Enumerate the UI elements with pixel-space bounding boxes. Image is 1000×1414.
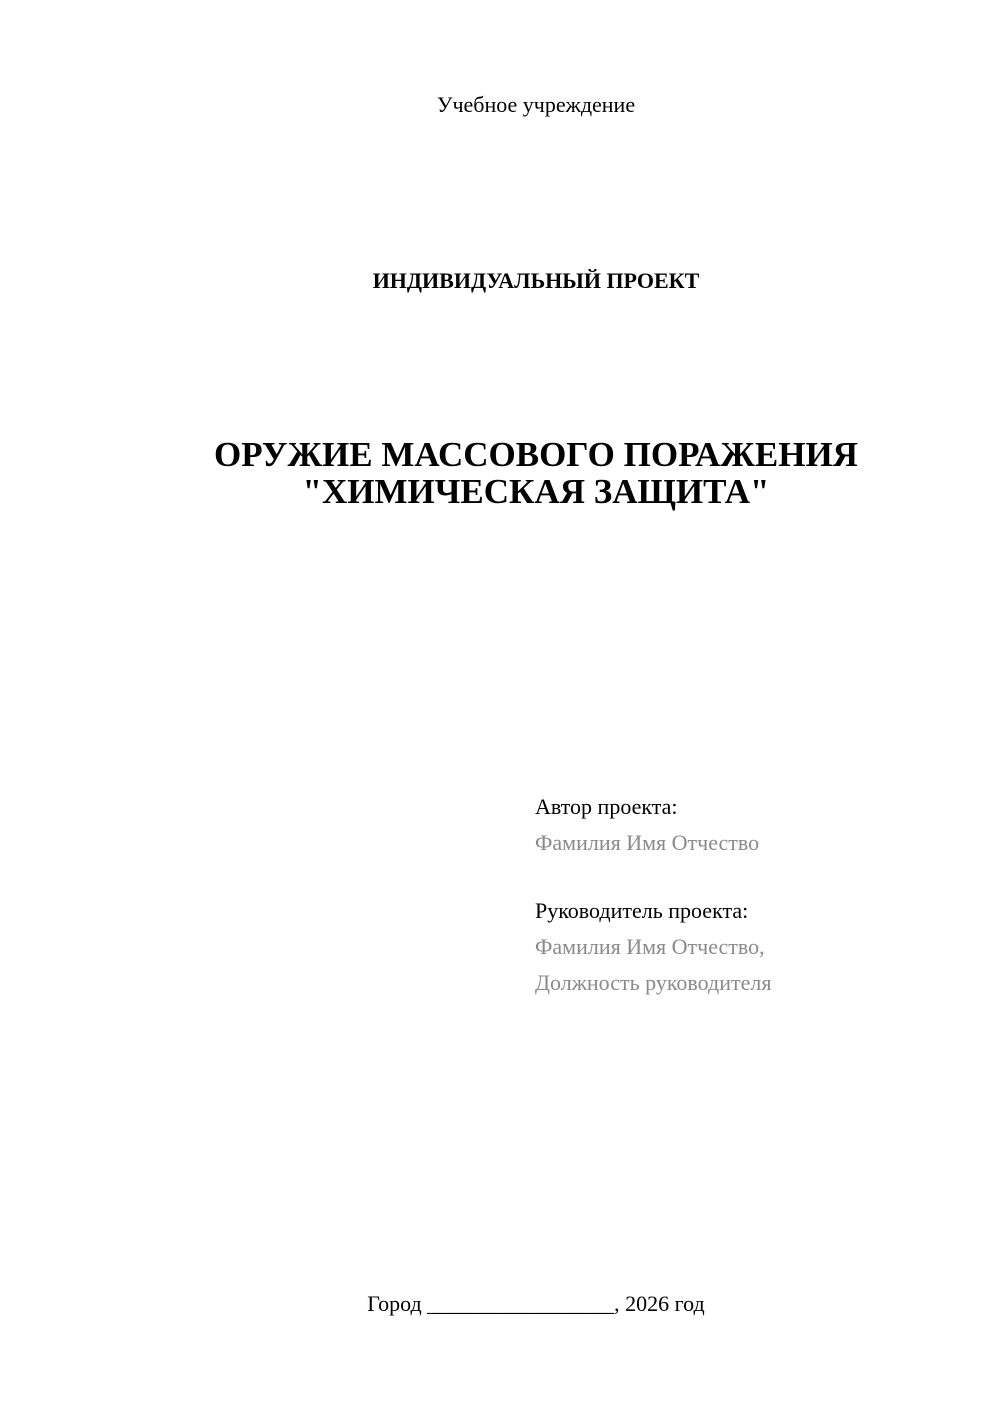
city-year-line: Город _________________, 2026 год [367,1291,705,1316]
author-name: Фамилия Имя Отчество [535,830,760,855]
project-title-line-2: "ХИМИЧЕСКАЯ ЗАЩИТА" [302,472,770,511]
institution-name: Учебное учреждение [436,92,636,117]
info-spacer [535,861,975,893]
project-title [0,436,1000,510]
supervisor-position: Должность руководителя [535,970,772,995]
project-info-block [535,789,975,1001]
project-type-heading: ИНДИВИДУАЛЬНЫЙ ПРОЕКТ [372,268,700,293]
project-title-line-1: ОРУЖИЕ МАССОВОГО ПОРАЖЕНИЯ [214,435,858,474]
supervisor-name: Фамилия Имя Отчество, [535,934,765,959]
supervisor-label: Руководитель проекта: [535,898,749,923]
author-label: Автор проекта: [535,794,678,819]
